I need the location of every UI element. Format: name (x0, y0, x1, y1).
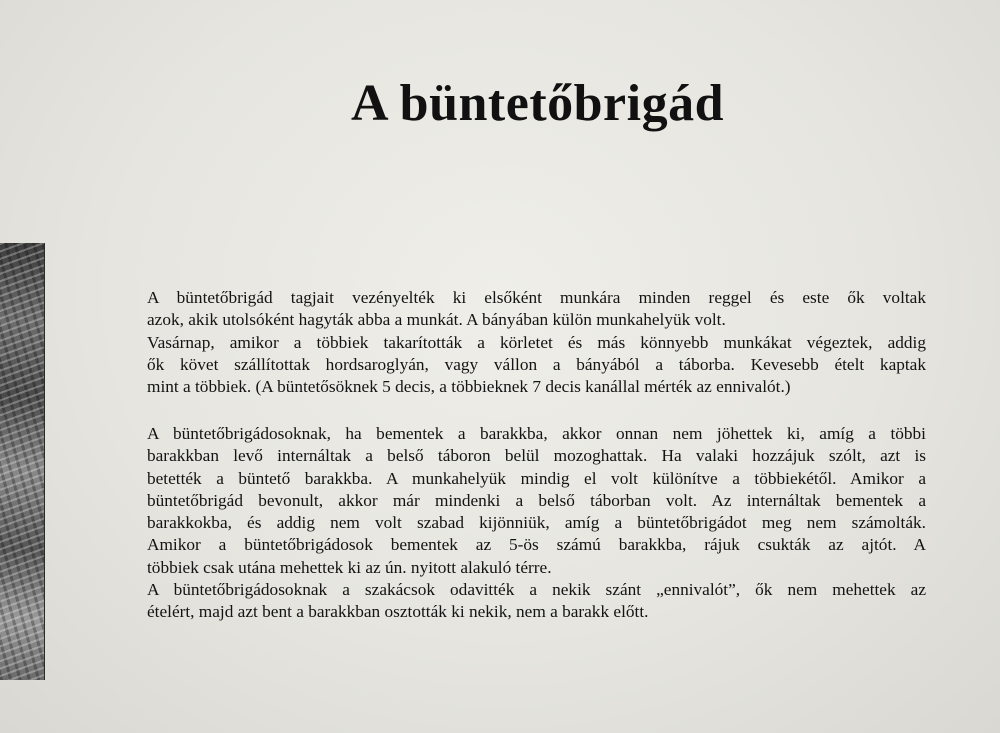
paragraph-line: barakkokba, és addig nem volt szabad kijönniük, amíg a büntetőbrigádot meg nem számolták. (147, 513, 926, 533)
partial-photograph (0, 243, 45, 680)
paragraph-line: többiek csak utána mehettek ki az ún. nyitott alakuló térre. (147, 557, 552, 577)
paragraph-line: Vasárnap, amikor a többiek takarították a körletet és más könnyebb munkákat végeztek, addig (147, 332, 926, 352)
paragraph-line: Amikor a büntetőbrigádosok bementek az 5-ös számú barakkba, rájuk csukták az ajtót. A (147, 535, 926, 555)
paragraph-line: barakkban levő internáltak a belső táboron belül mozoghattak. Ha valaki hozzájuk szólt, azt is (147, 446, 926, 466)
paragraph-line: ők követ szállítottak hordsaroglyán, vagy vállon a bányából a táborba. Kevesebb ételt kaptak (147, 354, 926, 374)
paragraph-1 (147, 287, 926, 398)
paragraph-line: ételért, majd azt bent a barakkban osztották ki nekik, nem a barakk előtt. (147, 602, 649, 622)
paragraph-line: azok, akik utolsóként hagyták abba a munkát. A bányában külön munkahelyük volt. (147, 310, 726, 330)
paragraph-line: büntetőbrigád bevonult, akkor már mindenki a belső táborban volt. Az internáltak bementek a (147, 490, 926, 510)
paragraph-line: A büntetőbrigádosoknak, ha bementek a barakkba, akkor onnan nem jöhettek ki, amíg a többi (147, 424, 926, 443)
page-title: A büntetőbrigád (350, 75, 725, 132)
paragraph-line: betették a büntető barakkba. A munkahelyük mindig el volt különítve a többiekétől. Amikor a (147, 468, 926, 488)
paragraph-line: A büntetőbrigád tagjait vezényelték ki elsőként munkára minden reggel és este ők voltak (147, 288, 926, 307)
paragraph-2 (147, 423, 926, 624)
paragraph-line: A büntetőbrigádosoknak a szakácsok odavitték a nekik szánt „ennivalót”, ők nem mehettek az (147, 580, 926, 600)
paragraph-line: mint a többiek. (A büntetősöknek 5 decis, a többieknek 7 decis kanállal mérték az ennivalót.) (147, 377, 791, 397)
